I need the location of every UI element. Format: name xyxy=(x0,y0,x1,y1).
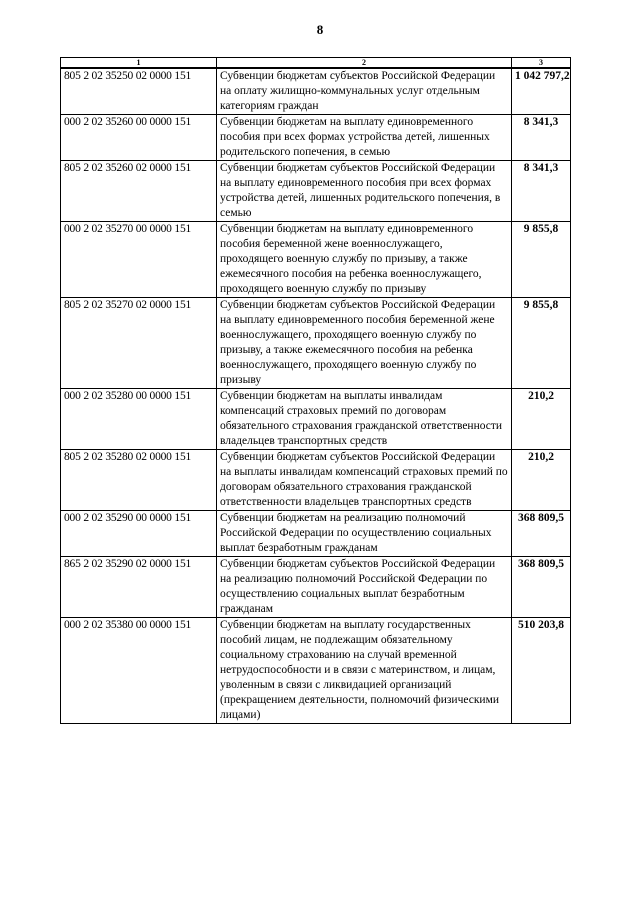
budget-code-cell: 805 2 02 35260 02 0000 151 xyxy=(61,161,217,222)
revenue-name-cell: Субвенции бюджетам субъектов Российской Федерации на реализацию полномочий Российской Федерации по осуществлению социальных выплат безработным гражданам xyxy=(217,557,512,618)
amount-cell: 368 809,5 xyxy=(512,557,571,618)
revenue-name-cell: Субвенции бюджетам субъектов Российской Федерации на оплату жилищно-коммунальных услуг отдельным категориям граждан xyxy=(217,68,512,115)
revenue-name-cell: Субвенции бюджетам на выплату государственных пособий лицам, не подлежащим обязательному социальному страхованию на случай временной нетрудоспособности и в связи с материнством, и лицам, уволенным в связи с ликвидацией организаций (прекращением деятельности, полномочий физическими лицами) xyxy=(217,618,512,724)
column-header-code: 1 xyxy=(61,58,217,69)
amount-cell: 9 855,8 xyxy=(512,298,571,389)
table-row xyxy=(61,450,571,511)
revenue-name-cell: Субвенции бюджетам субъектов Российской Федерации на выплату единовременного пособия при всех формах устройства детей, лишенных родительского попечения, в семью xyxy=(217,161,512,222)
budget-code-cell: 865 2 02 35290 02 0000 151 xyxy=(61,557,217,618)
table-row xyxy=(61,511,571,557)
budget-revenue-table xyxy=(60,57,571,724)
revenue-name-cell: Субвенции бюджетам на выплату единовременного пособия при всех формах устройства детей, лишенных родительского попечения, в семью xyxy=(217,115,512,161)
column-header-amount: 3 xyxy=(512,58,571,69)
amount-cell: 9 855,8 xyxy=(512,222,571,298)
budget-code-cell: 000 2 02 35280 00 0000 151 xyxy=(61,389,217,450)
budget-code-cell: 000 2 02 35270 00 0000 151 xyxy=(61,222,217,298)
table-row xyxy=(61,222,571,298)
budget-code-cell: 805 2 02 35270 02 0000 151 xyxy=(61,298,217,389)
column-header-name: 2 xyxy=(217,58,512,69)
table-row xyxy=(61,161,571,222)
table-row xyxy=(61,389,571,450)
table-row xyxy=(61,298,571,389)
budget-code-cell: 805 2 02 35280 02 0000 151 xyxy=(61,450,217,511)
amount-cell: 210,2 xyxy=(512,450,571,511)
budget-code-cell: 000 2 02 35260 00 0000 151 xyxy=(61,115,217,161)
table-row xyxy=(61,68,571,115)
budget-code-cell: 805 2 02 35250 02 0000 151 xyxy=(61,68,217,115)
budget-code-cell: 000 2 02 35380 00 0000 151 xyxy=(61,618,217,724)
amount-cell: 8 341,3 xyxy=(512,161,571,222)
revenue-name-cell: Субвенции бюджетам субъектов Российской Федерации на выплату единовременного пособия беременной жене военнослужащего, проходящего военную службу по призыву, а также ежемесячного пособия на ребенка военнослужащего, проходящего военную службу по призыву xyxy=(217,298,512,389)
revenue-name-cell: Субвенции бюджетам субъектов Российской Федерации на выплаты инвалидам компенсаций страховых премий по договорам обязательного страхования гражданской ответственности владельцев транспортных средств xyxy=(217,450,512,511)
budget-code-cell: 000 2 02 35290 00 0000 151 xyxy=(61,511,217,557)
revenue-name-cell: Субвенции бюджетам на выплаты инвалидам компенсаций страховых премий по договорам обязательного страхования гражданской ответственности владельцев транспортных средств xyxy=(217,389,512,450)
amount-cell: 8 341,3 xyxy=(512,115,571,161)
amount-cell: 368 809,5 xyxy=(512,511,571,557)
table-row xyxy=(61,557,571,618)
amount-cell: 210,2 xyxy=(512,389,571,450)
amount-cell: 1 042 797,2 xyxy=(512,68,571,115)
revenue-name-cell: Субвенции бюджетам на выплату единовременного пособия беременной жене военнослужащего, проходящего военную службу по призыву, а также ежемесячного пособия на ребенка военнослужащего, проходящего военную службу по призыву xyxy=(217,222,512,298)
revenue-name-cell: Субвенции бюджетам на реализацию полномочий Российской Федерации по осуществлению социальных выплат безработным гражданам xyxy=(217,511,512,557)
table-row xyxy=(61,618,571,724)
page-number: 8 xyxy=(316,22,324,37)
table-header-row xyxy=(61,58,571,69)
table-row xyxy=(61,115,571,161)
amount-cell: 510 203,8 xyxy=(512,618,571,724)
